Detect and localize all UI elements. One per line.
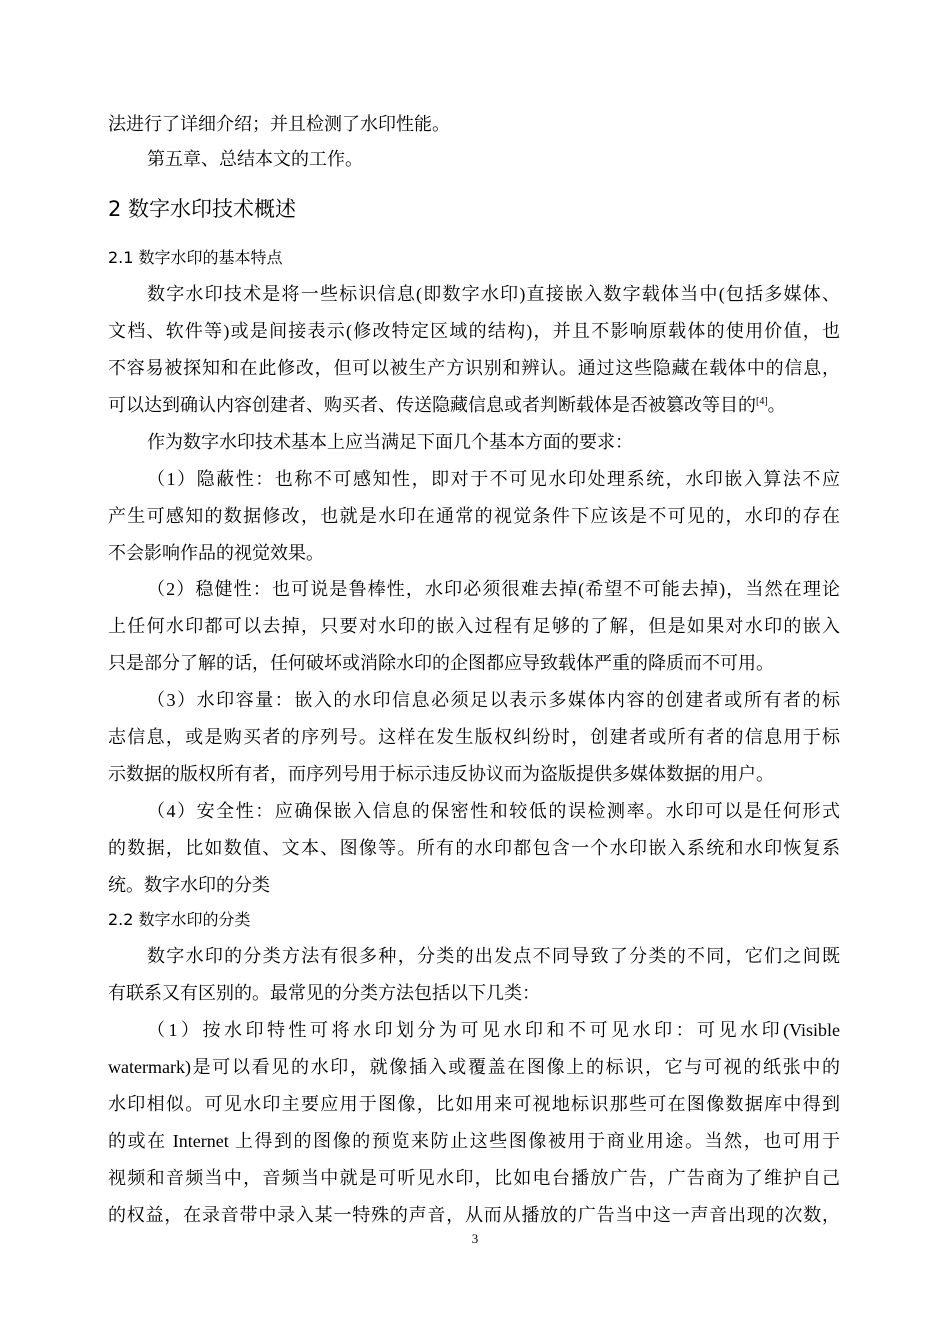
paragraph-line: 的数据，比如数值、文本、图像等。所有的水印都包含一个水印嵌入系统和水印恢复系 [108,838,840,858]
paragraph-line-with-citation [108,394,786,416]
paragraph-line: 作为数字水印技术基本上应当满足下面几个基本方面的要求： [147,432,633,452]
chapter-heading: 2 数字水印技术概述 [108,197,297,221]
paragraph-line: （4）安全性：应确保嵌入信息的保密性和较低的误检测率。水印可以是任何形式 [147,801,840,821]
paragraph-line: watermark)是可以看见的水印，就像插入或覆盖在图像上的标识，它与可视的纸张中的 [108,1057,840,1077]
section-heading: 2.2 数字水印的分类 [108,910,251,929]
paragraph-line: 视频和音频当中，音频当中就是可听见水印，比如电台播放广告，广告商为了维护自己 [108,1168,840,1188]
paragraph-text: 可以达到确认内容创建者、购买者、传送隐藏信息或者判断载体是否被篡改等目的 [108,395,756,415]
paragraph-line: （3）水印容量：嵌入的水印信息必须足以表示多媒体内容的创建者或所有者的标 [147,690,840,710]
body-line: 法进行了详细介绍；并且检测了水印性能。 [108,114,450,134]
paragraph-line: 的权益，在录音带中录入某一特殊的声音，从而从播放的广告当中这一声音出现的次数， [108,1205,840,1225]
paragraph-line: 示数据的版权所有者，而序列号用于标示违反协议而为盗版提供多媒体数据的用户。 [108,764,774,784]
body-line: 第五章、总结本文的工作。 [147,149,363,169]
paragraph-line: （1）按水印特性可将水印划分为可见水印和不可见水印：可见水印(Visible [147,1020,840,1040]
paragraph-line: 有联系又有区别的。最常见的分类方法包括以下几类： [108,983,540,1003]
paragraph-line: （2）稳健性：也可说是鲁棒性，水印必须很难去掉(希望不可能去掉)，当然在理论 [147,579,840,599]
paragraph-line: 统。数字水印的分类 [108,875,270,895]
section-heading: 2.1 数字水印的基本特点 [108,248,283,267]
paragraph-line: （1）隐蔽性：也称不可感知性，即对于不可见水印处理系统，水印嵌入算法不应 [147,469,840,489]
paragraph-line: 数字水印的分类方法有很多种，分类的出发点不同导致了分类的不同，它们之间既 [147,946,840,966]
paragraph-line: 水印相似。可见水印主要应用于图像，比如用来可视地标识那些可在图像数据库中得到 [108,1094,840,1114]
citation-reference: [4] [756,396,768,407]
paragraph-line: 的或在 Internet 上得到的图像的预览来防止这些图像被用于商业用途。当然，也可用于 [108,1131,840,1151]
paragraph-line: 产生可感知的数据修改，也就是水印在通常的视觉条件下应该是不可见的，水印的存在 [108,506,840,526]
paragraph-line: 只是部分了解的话，任何破坏或消除水印的企图都应导致载体严重的降质而不可用。 [108,653,774,673]
paragraph-line: 文档、软件等)或是间接表示(修改特定区域的结构)，并且不影响原载体的使用价值，也 [108,321,840,341]
paragraph-line: 不容易被探知和在此修改，但可以被生产方识别和辨认。通过这些隐藏在载体中的信息， [108,358,840,378]
paragraph-text: 。 [767,395,786,415]
paragraph-line: 数字水印技术是将一些标识信息(即数字水印)直接嵌入数字载体当中(包括多媒体、 [147,284,840,304]
paragraph-line: 上任何水印都可以去掉，只要对水印的嵌入过程有足够的了解，但是如果对水印的嵌入 [108,616,840,636]
paragraph-line: 不会影响作品的视觉效果。 [108,543,324,563]
paragraph-line: 志信息，或是购买者的序列号。这样在发生版权纠纷时，创建者或所有者的信息用于标 [108,727,840,747]
page-number: 3 [471,1231,479,1246]
